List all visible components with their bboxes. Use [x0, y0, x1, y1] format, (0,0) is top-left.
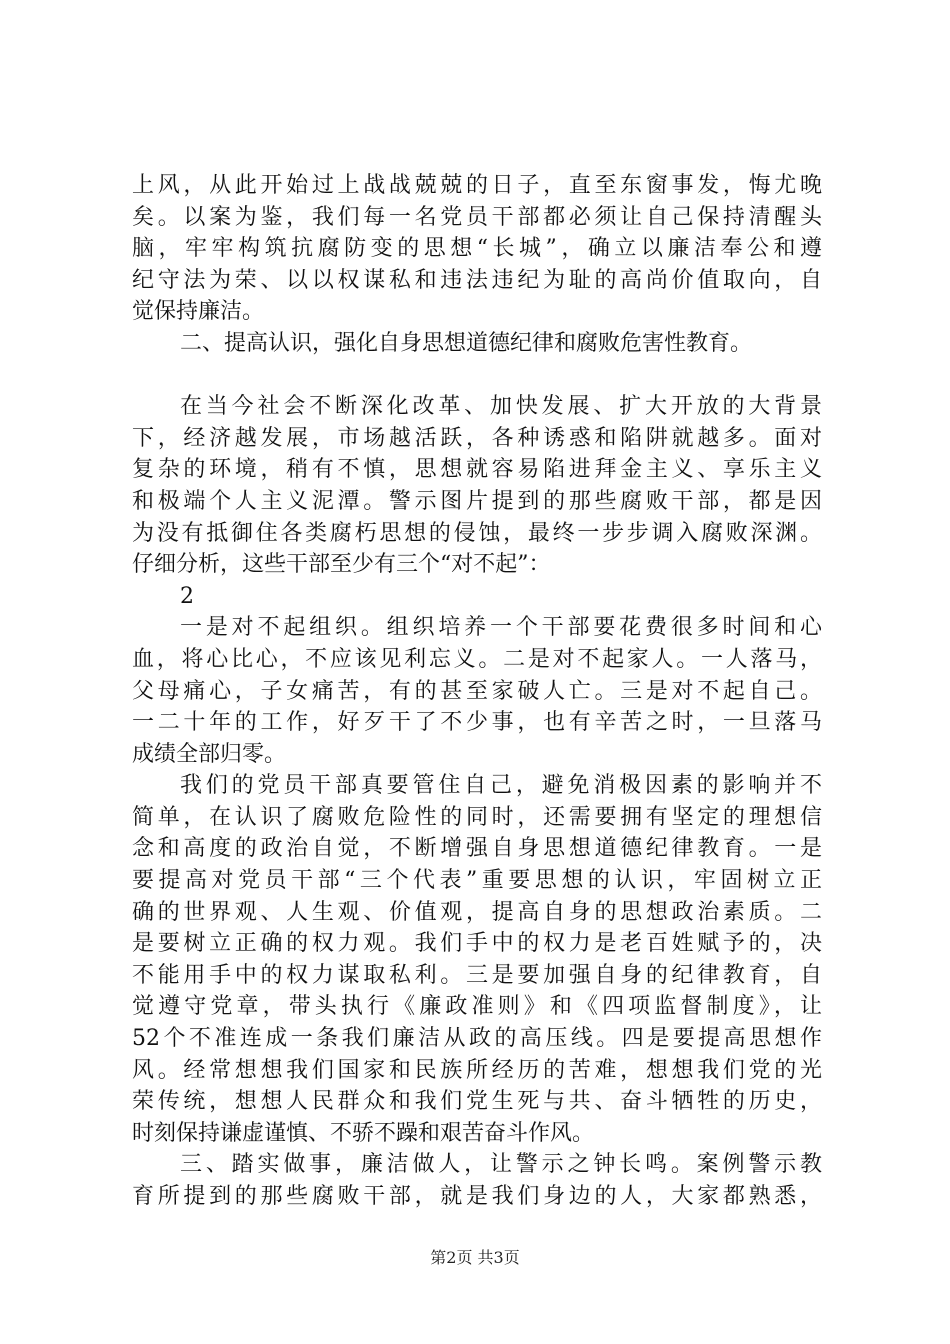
text-line: 血，将心比心，不应该见利忘义。二是对不起家人。一人落马， [132, 646, 822, 672]
text-line: 念和高度的政治自觉，不断增强自身思想道德纪律教育。一是 [132, 836, 822, 862]
text-line: 我们的党员干部真要管住自己，避免消极因素的影响并不 [180, 773, 822, 799]
text-line: 仔细分析，这些干部至少有三个“对不起”： [132, 552, 551, 578]
text-line: 简单，在认识了腐败危险性的同时，还需要拥有坚定的理想信 [132, 804, 822, 830]
text-line: 一二十年的工作，好歹干了不少事，也有辛苦之时，一旦落马 [132, 710, 822, 736]
text-line: 下，经济越发展，市场越活跃，各种诱惑和陷阱就越多。面对 [132, 425, 822, 451]
text-line: 觉保持廉洁。 [132, 299, 265, 325]
text-line: 一是对不起组织。组织培养一个干部要花费很多时间和心 [180, 615, 822, 641]
text-line: 复杂的环境，稍有不慎，思想就容易陷进拜金主义、享乐主义 [132, 457, 822, 483]
text-line: 时刻保持谦虚谨慎、不骄不躁和艰苦奋斗作风。 [132, 1120, 595, 1146]
text-line: 育所提到的那些腐败干部，就是我们身边的人，大家都熟悉， [132, 1184, 822, 1209]
text-line: 父母痛心，子女痛苦，有的甚至家破人亡。三是对不起自己。 [132, 678, 822, 704]
text-line: 确的世界观、人生观、价值观，提高自身的思想政治素质。二 [132, 899, 822, 925]
body-text [132, 170, 822, 1213]
page-number-inline: 2 [180, 583, 194, 609]
text-line: 脑，牢牢构筑抗腐防变的思想“长城”，确立以廉洁奉公和遵 [132, 236, 822, 262]
text-line: 觉遵守党章，带头执行《廉政准则》和《四项监督制度》，让 [132, 994, 822, 1020]
text-line: 是要树立正确的权力观。我们手中的权力是老百姓赋予的，决 [132, 931, 822, 957]
text-line: 纪守法为荣、以以权谋私和违法违纪为耻的高尚价值取向，自 [132, 267, 822, 293]
blank-line [132, 360, 822, 392]
text-line: 风。经常想想我们国家和民族所经历的苦难，想想我们党的光 [132, 1057, 822, 1083]
section-heading: 三、踏实做事，廉洁做人，让警示之钟长鸣。案例警示教 [180, 1152, 822, 1178]
text-line: 矣。以案为鉴，我们每一名党员干部都必须让自己保持清醒头 [132, 204, 822, 230]
text-line: 在当今社会不断深化改革、加快发展、扩大开放的大背景 [180, 394, 822, 420]
section-heading: 二、提高认识，强化自身思想道德纪律和腐败危害性教育。 [180, 330, 753, 356]
page-footer: 第2页 共3页 [430, 1248, 520, 1267]
text-line: 上风，从此开始过上战战兢兢的日子，直至东窗事发，悔尤晚 [132, 173, 822, 198]
text-line: 成绩全部归零。 [132, 741, 287, 767]
text-line: 和极端个人主义泥潭。警示图片提到的那些腐败干部，都是因 [132, 488, 822, 514]
text-line: 荣传统，想想人民群众和我们党生死与共、奋斗牺牲的历史， [132, 1089, 822, 1115]
text-line: 不能用手中的权力谋取私利。三是要加强自身的纪律教育，自 [132, 962, 822, 988]
text-line: 为没有抵御住各类腐朽思想的侵蚀，最终一步步调入腐败深渊。 [132, 520, 822, 546]
text-line: 52个不准连成一条我们廉洁从政的高压线。四是要提高思想作 [132, 1026, 822, 1052]
text-line: 要提高对党员干部“三个代表”重要思想的认识，牢固树立正 [132, 868, 822, 894]
